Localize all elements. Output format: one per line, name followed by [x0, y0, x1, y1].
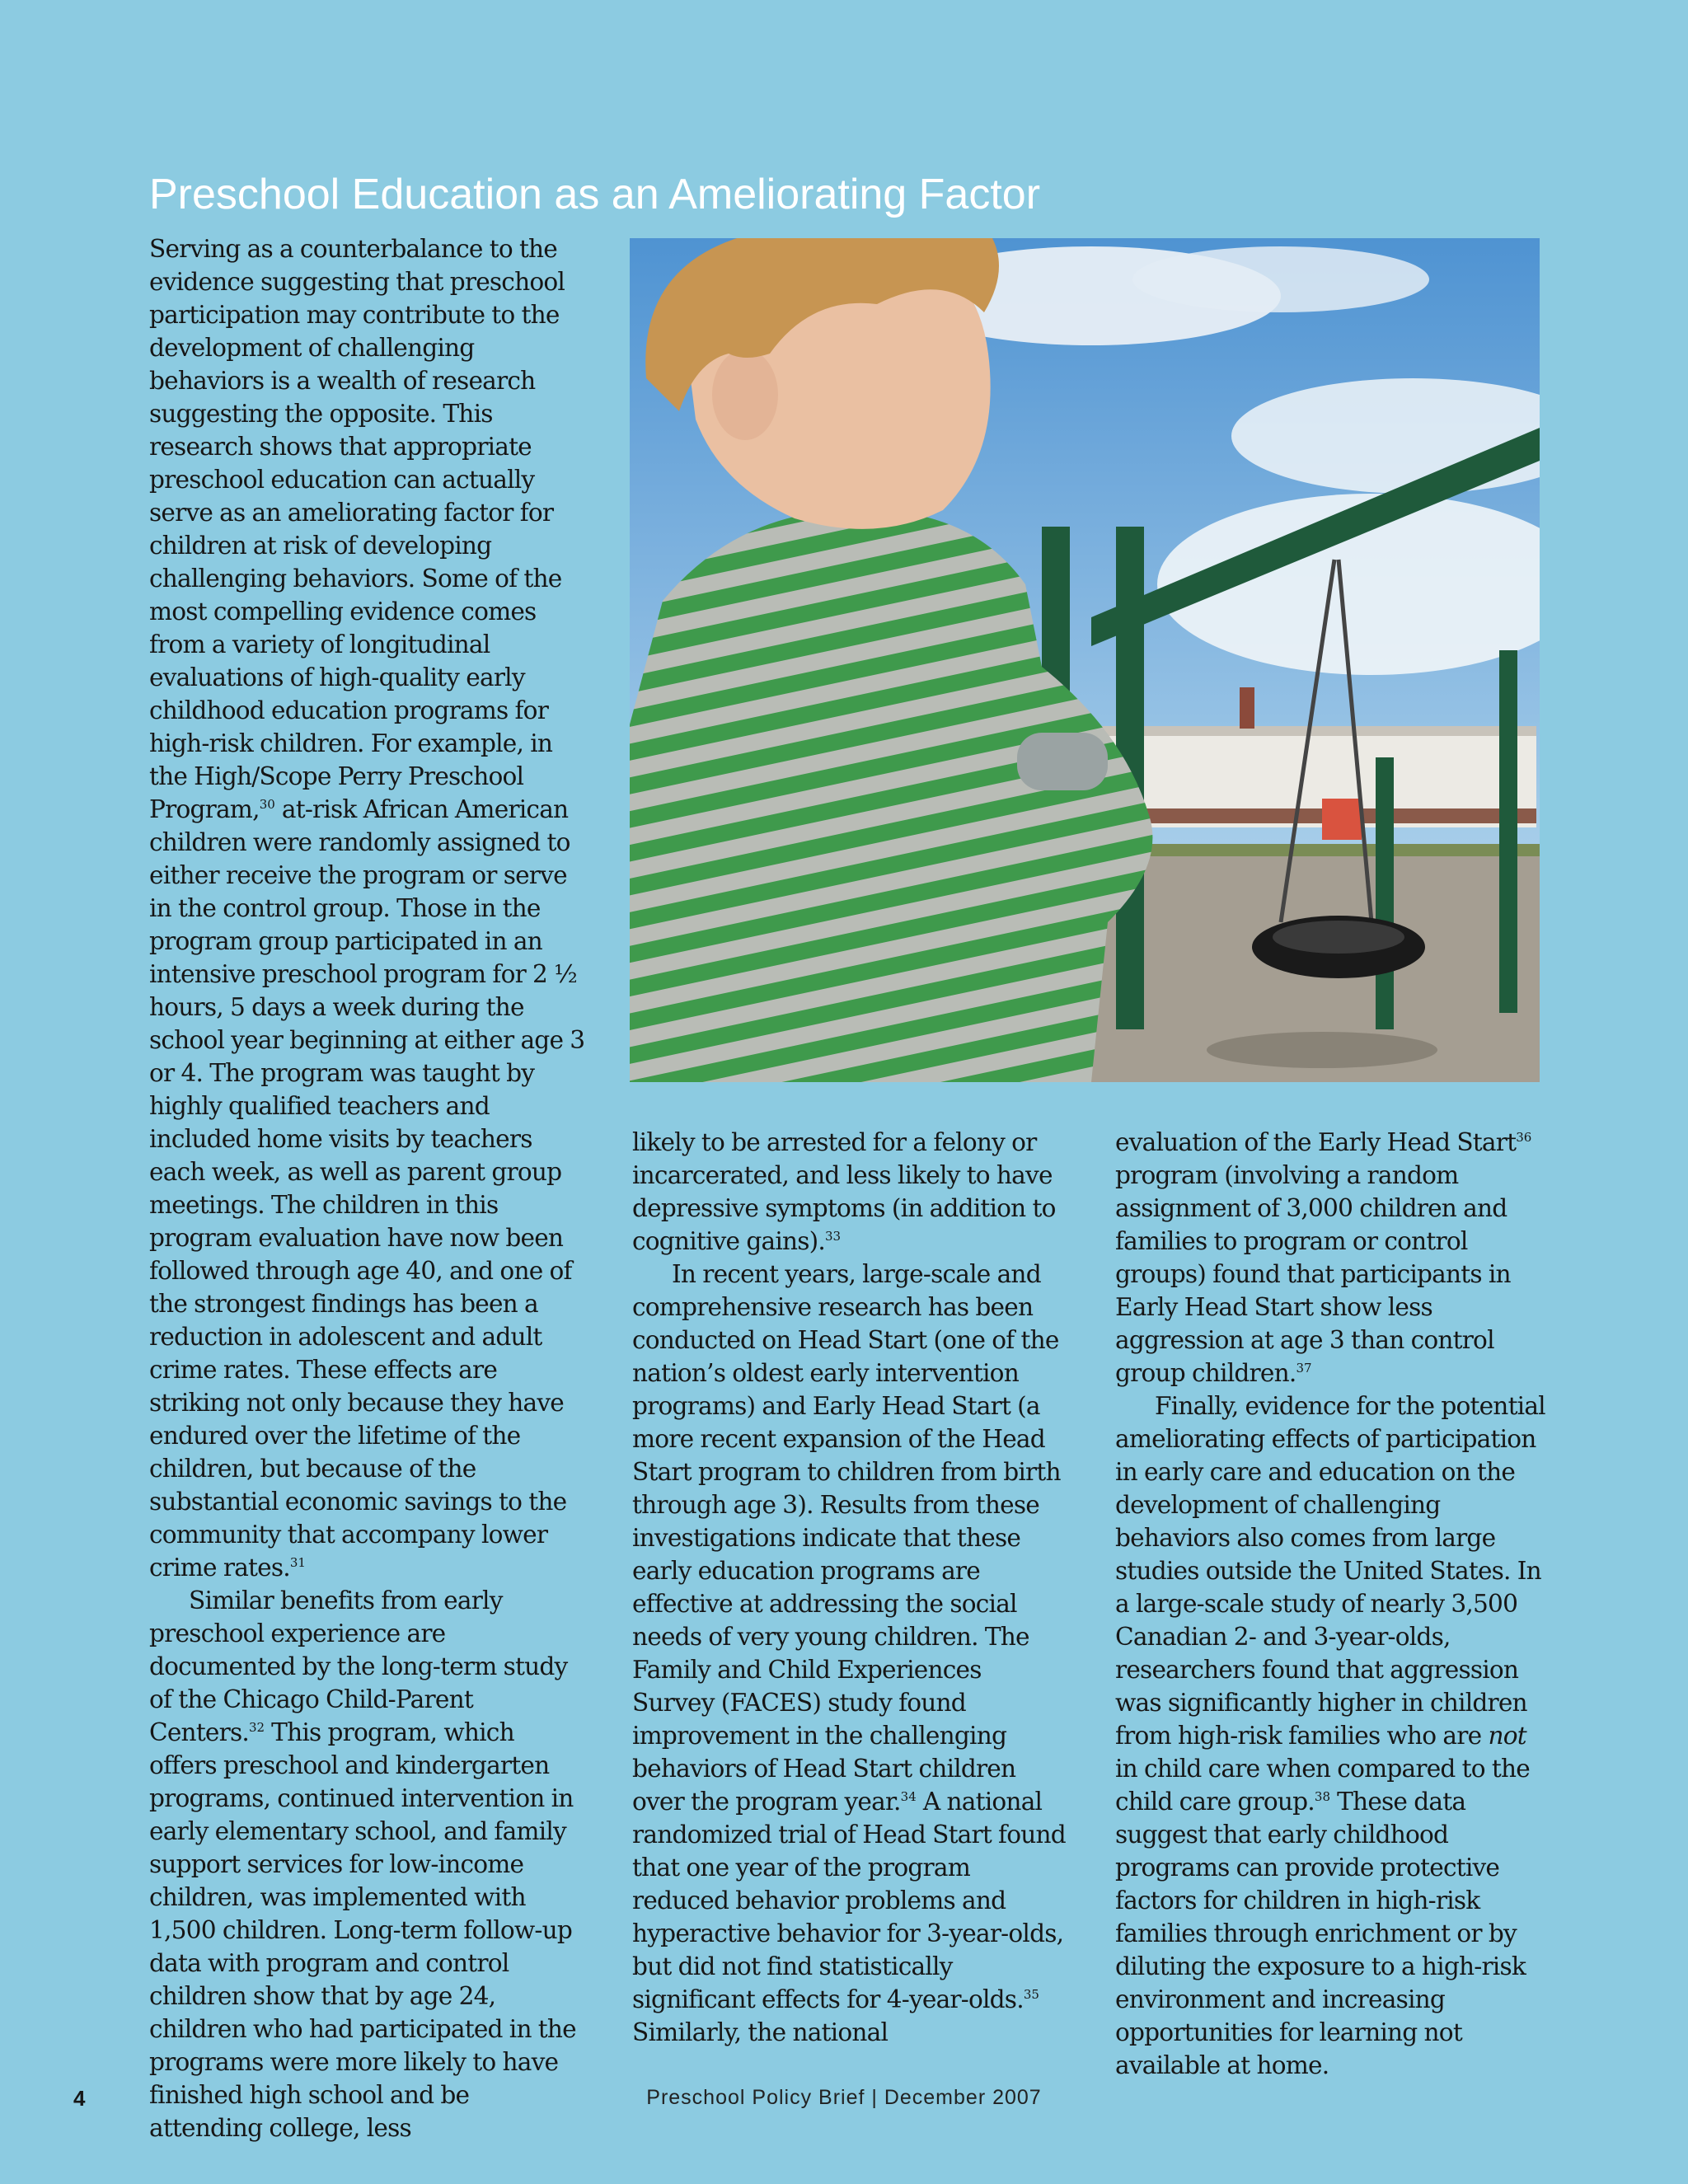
text-column-3 — [1115, 1126, 1552, 2082]
paragraph — [1115, 1126, 1552, 1390]
footnote-marker: 32 — [248, 1720, 265, 1736]
paragraph-text: Similarly, the national — [632, 2018, 889, 2046]
footnote-marker: 34 — [900, 1789, 917, 1805]
paragraph-text: at-risk African American children were randomly assigned to either receive the program or serve in the control group. Those in the program group participated in an intensive preschool program for 2 ½ hours, 5 days a week during the school year beginning at either age 3 or 4. The program was taught by highly qualified teachers and included home visits by teachers each week, as well as parent group meetings. The children in this program evaluation have now been followed through age 40, and one of the strongest findings has been a reduction in adolescent and adult crime rates. These effects are striking not only because they have endured over the lifetime of the children, but because of the substantial economic savings to the community that accompany lower crime rates. — [149, 795, 585, 1582]
paragraph — [632, 1126, 1069, 1258]
footnote-marker: 33 — [825, 1229, 842, 1244]
paragraph-text: A national randomized trial of Head Start found that one year of the program reduced behavior problems and hyperactive behavior for 3-year-olds, but did not find statistically significant effects for 4-year-olds. — [632, 1788, 1066, 2013]
paragraph-text: In recent years, large-scale and comprehensive research has been conducted on Head Start (one of the nation’s oldest early intervention programs) and Early Head Start (a more recent expansion of the Head Start program to children from birth through age 3). Results from these investigations indicate that these early education programs are effective at addressing the social needs of very young children. The Family and Child Experiences Survey (FACES) study found improvement in the challenging behaviors of Head Start children over the program year. — [632, 1260, 1061, 1816]
page-number: 4 — [73, 2086, 86, 2111]
footnote-marker: 36 — [1516, 1130, 1532, 1146]
paragraph-text: Finally, evidence for the potential ameliorating effects of participation in early care and education on the development of challenging behaviors also comes from large studies outside the United States. In a large-scale study of nearly 3,500 Canadian 2- and 3-year-olds, researchers found that aggression was significantly higher in children from high-risk families who are — [1115, 1392, 1545, 1750]
text-column-2 — [632, 1126, 1069, 2049]
footnote-marker: 38 — [1314, 1789, 1331, 1805]
footnote-marker: 35 — [1023, 1987, 1039, 2003]
emphasis-text: not — [1488, 1722, 1526, 1750]
footnote-marker: 30 — [259, 797, 275, 813]
paragraph-text: evaluation of the Early Head Start — [1115, 1128, 1517, 1156]
footnote-marker: 37 — [1296, 1361, 1312, 1376]
paragraph — [149, 1584, 586, 2144]
paragraph-text: Similar benefits from early preschool experience are documented by the long-term study of the Chicago Child-Parent Centers. — [149, 1586, 568, 1746]
paragraph — [632, 1258, 1069, 2049]
page-title: Preschool Education as an Ameliorating Factor — [149, 170, 1041, 218]
text-column-1 — [149, 232, 586, 2144]
footnote-marker: 31 — [289, 1555, 306, 1571]
paragraph-text: in child care when compared to the child care group. — [1115, 1755, 1530, 1816]
paragraph-text: program (involving a random assignment of 3,000 children and families to program or control groups) found that participants in Early Head Start show less aggression at age 3 than control group children. — [1115, 1161, 1511, 1387]
footer-publication: Preschool Policy Brief | December 2007 — [646, 2086, 1042, 2109]
paragraph — [149, 232, 586, 1584]
paragraph — [1115, 1390, 1552, 2082]
paragraph-text: Serving as a counterbalance to the evidence suggesting that preschool participation may contribute to the development of challenging behaviors is a wealth of research suggesting the opposite. This research shows that appropriate preschool education can actually serve as an ameliorating factor for children at risk of developing challenging behaviors. Some of the most compelling evidence comes from a variety of longitudinal evaluations of high-quality early childhood education programs for high-risk children. For example, in the High/Scope Perry Preschool Program, — [149, 235, 565, 823]
paragraph-text: This program, which offers preschool and kindergarten programs, continued intervention in early elementary school, and family support services for low-income children, was implemented with 1,500 children. Long-term follow-up data with program and control children show that by age 24, children who had participated in the programs were more likely to have finished high school and be attending college, less — [149, 1718, 576, 2142]
paragraph-text: These data suggest that early childhood programs can provide protective factors for children in high-risk families through enrichment or by diluting the exposure to a high-risk environment and increasing opportunities for learning not available at home. — [1115, 1788, 1526, 2079]
boy-playground-photo — [630, 238, 1540, 1082]
paragraph-text: likely to be arrested for a felony or incarcerated, and less likely to have depressive symptoms (in addition to cognitive gains). — [632, 1128, 1056, 1255]
